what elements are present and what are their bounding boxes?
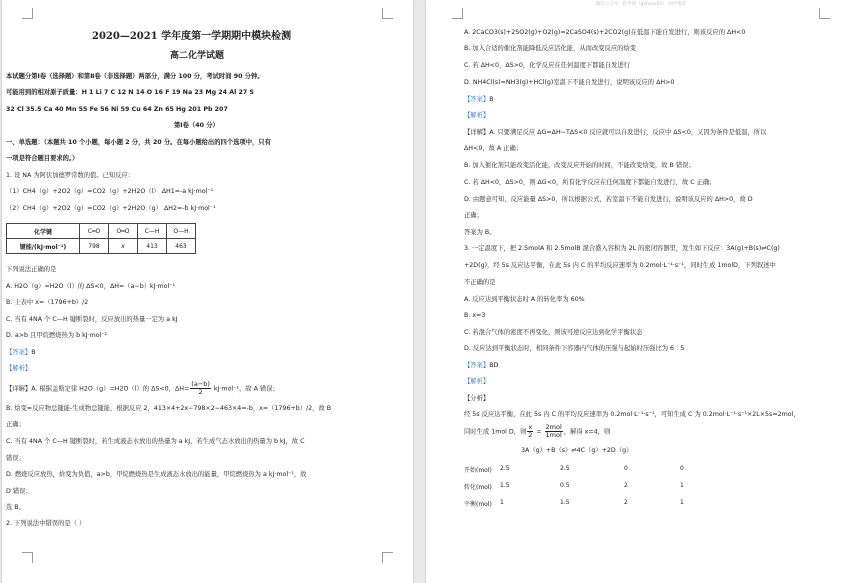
option-a: A. 2CaCO3(s)+2SO2(g)+O2(g)=2CaSO4(s)+2CO2(g)在低温下能自发进行，则该反应的 ΔH<0 bbox=[464, 29, 746, 36]
table-cell: 798 bbox=[80, 239, 109, 254]
exam-subtitle: 高二化学试题 bbox=[170, 51, 225, 61]
fraction-denominator: 1mol bbox=[545, 431, 562, 439]
page-corner-mark bbox=[452, 8, 463, 19]
table-row bbox=[7, 239, 196, 254]
question-prompt: 下列说法正确的是 bbox=[6, 266, 57, 273]
explanation-a-cont: ΔH<0，故 A 正确； bbox=[464, 145, 523, 152]
explanation-a: 【详解】A. 只要满足反应 ΔG=ΔH−TΔS<0 反应就可以自发进行，反应中 ΔS<0，又因为条件是低温，所以 bbox=[464, 129, 767, 136]
fraction bbox=[190, 381, 211, 396]
explanation-d-cont: 正确； bbox=[464, 212, 483, 219]
ice-value: 0 bbox=[624, 465, 628, 472]
fraction-numerator: (a−b) bbox=[191, 380, 210, 388]
fraction bbox=[545, 424, 563, 439]
choice-summary: 选 B。 bbox=[6, 504, 25, 511]
ice-value: 1.5 bbox=[500, 482, 510, 489]
analysis-text: 同时生成 1mol D，则 bbox=[464, 428, 527, 436]
ice-row-label: 平衡(mol) bbox=[464, 501, 492, 508]
answer-label: 【答案】 bbox=[6, 349, 32, 356]
reaction-equation: 3A（g）+B（s）⇌4C（g）+2D（g） bbox=[521, 447, 633, 454]
question-stem: 1. 设 NA 为阿伏加德罗常数的值。已知反应： bbox=[6, 172, 135, 179]
explanation-c: C. 当有 4NA 个 C—H 键断裂时，若生成液态水放出的热量为 a kJ，若生成气态水放出的热量为 b kJ，故 C bbox=[6, 438, 305, 445]
question-stem-cont: +2D(g)，经 5s 反应达平衡，在此 5s 内 C 的平均反应速率为 0.2mol·L⁻¹·s⁻¹，同时生成 1molD，下列叙述中 bbox=[464, 262, 776, 269]
analysis-label: 【解析】 bbox=[464, 112, 490, 119]
table-cell: x bbox=[109, 239, 138, 254]
explanation-text: 【详解】A. 根据盖斯定律 H2O（g）=H2O（l）的 ΔS<0，ΔH= bbox=[6, 385, 190, 393]
equation-line: （2）CH4（g）+2O2（g）=CO2（g）+2H2O（g） ΔH2=-b kJ·mol⁻¹ bbox=[6, 205, 216, 212]
ice-value: 1.5 bbox=[560, 499, 570, 506]
analysis-fraction-line: 同时生成 1mol D，则 $\frac{x}{2}$ = $\frac{\text{2mol}}{\text{1mol}}$ ，解得 x=4，则 bbox=[464, 423, 611, 439]
table-cell: 463 bbox=[167, 239, 196, 254]
table-cell: O—H bbox=[167, 224, 196, 239]
explanation-text: kJ·mol⁻¹，故 A 错误； bbox=[211, 385, 279, 393]
analysis-heading: 【分析】 bbox=[464, 395, 490, 402]
explanation-d: D. 由题意可知，反应能量 ΔS>0，所以根据公式，若室温下不能自发进行，说明该反应的 ΔH>0，故 D bbox=[464, 196, 753, 203]
page-corner-mark bbox=[382, 8, 393, 19]
explanation-c: C. 若 ΔH<0，ΔS>0，则 ΔG<0，所有化学反应在任何温度下都能自发进行，故 C 正确； bbox=[464, 179, 716, 186]
option-a: A. H2O（g）=H2O（l）的 ΔS<0，ΔH=（a−b）kJ·mol⁻¹ bbox=[6, 283, 176, 290]
exam-title: 2020—2021 学年度第一学期期中模块检测 bbox=[92, 31, 292, 42]
option-b: B. x=3 bbox=[464, 312, 486, 319]
question-stem: 3. 一定温度下，把 2.5molA 和 2.5molB 混合盛入容积为 2L 的密闭容器里，发生如下反应：3A(g)+B(s)⇌C(g) bbox=[464, 245, 780, 252]
explanation-b-cont: 正确； bbox=[6, 421, 25, 428]
answer-value: B bbox=[31, 349, 36, 356]
table-cell: O═O bbox=[109, 224, 138, 239]
explanation-a bbox=[6, 381, 279, 397]
answer-label: 【答案】 bbox=[464, 362, 490, 369]
answer-value: B bbox=[489, 96, 494, 103]
section-heading: 一项是符合题目要求的。） bbox=[6, 155, 79, 162]
answer-line bbox=[6, 349, 36, 357]
table-cell: C—H bbox=[138, 224, 167, 239]
ice-value: 2.5 bbox=[560, 465, 570, 472]
explanation-d: D. 燃烧反应放热，焓变为负值，a>b，甲烷燃烧热是生成液态水放出的能量，甲烷燃烧热为 a kJ·mol⁻¹，故 bbox=[6, 471, 307, 478]
explanation-b: B. 加入催化剂只能改变活化能，改变反应开始的时间，不能改变焓变，故 B 错误； bbox=[464, 162, 695, 169]
ice-value: 1 bbox=[680, 482, 684, 489]
option-d: D. 反应达到平衡状态时，相同条件下容器内气体的压强与起始时压强比为 6︰5 bbox=[464, 345, 685, 352]
table-cell: C═O bbox=[80, 224, 109, 239]
intro-line: 32 Cl 35.5 Ca 40 Mn 55 Fe 56 Ni 59 Cu 64 Zn 65 Hg 201 Pb 207 bbox=[6, 106, 228, 113]
answer-line bbox=[464, 96, 494, 104]
option-c: C. 若 ΔH<0，ΔS>0，化学反应在任何温度下都能自发进行 bbox=[464, 62, 630, 69]
option-d: D. a>b 且甲烷燃烧热为 b kJ·mol⁻¹ bbox=[6, 332, 108, 339]
ice-row-label: 开始(mol) bbox=[464, 467, 492, 474]
page-corner-mark bbox=[382, 552, 393, 563]
option-c: C. 若混合气体的密度不再变化，则该可逆反应达到化学平衡状态 bbox=[464, 329, 643, 336]
answer-label: 【答案】 bbox=[464, 96, 490, 103]
intro-line: 本试题分第Ⅰ卷（选择题）和第Ⅱ卷（非选择题）两部分，满分 100 分，考试时间 90 分钟。 bbox=[6, 73, 264, 80]
ice-value: 1 bbox=[680, 499, 684, 506]
ice-row-label: 转化(mol) bbox=[464, 484, 492, 491]
answer-value: BD bbox=[489, 362, 499, 369]
fraction-numerator: 2mol bbox=[545, 423, 562, 431]
part-heading: 第Ⅰ卷（40 分） bbox=[174, 122, 219, 129]
option-b: B. 上表中 x=（1796+b）/2 bbox=[6, 299, 89, 306]
ice-value: 2.5 bbox=[500, 465, 510, 472]
question-stem-cont: 不正确的是 bbox=[464, 279, 496, 286]
choice-summary: 答案为 B。 bbox=[464, 229, 496, 236]
ice-value: 2 bbox=[624, 499, 628, 506]
table-cell: 键能/(kJ·mol⁻¹) bbox=[7, 239, 80, 254]
equation-line: （1）CH4（g）+2O2（g）=CO2（g）+2H2O（l） ΔH1=-a kJ·mol⁻¹ bbox=[6, 188, 214, 195]
document-page-right bbox=[426, 0, 856, 583]
document-page-left bbox=[2, 0, 413, 583]
fraction bbox=[527, 424, 533, 439]
fraction-numerator: x bbox=[528, 423, 533, 431]
question-stem: 2. 下列说法中错误的是（ ） bbox=[6, 520, 86, 527]
intro-line: 可能用到的相对原子质量：H 1 Li 7 C 12 N 14 O 16 F 19 Na 23 Mg 24 Al 27 S bbox=[6, 89, 254, 96]
fraction-denominator: 2 bbox=[198, 388, 203, 396]
analysis-text: ，解得 x=4，则 bbox=[563, 428, 611, 436]
section-heading: 一、单选题：（本题共 10 个小题，每小题 2 分，共 20 分。在每小题给出的四个选项中，只有 bbox=[6, 139, 271, 146]
page-corner-mark bbox=[819, 8, 830, 19]
option-b: B. 加入合适的催化剂能降低反应活化能，从而改变反应的焓变 bbox=[464, 45, 637, 52]
explanation-d-cont: D 错误； bbox=[6, 488, 32, 495]
ice-value: 0.5 bbox=[560, 482, 570, 489]
ice-value: 1 bbox=[500, 499, 504, 506]
page-corner-mark bbox=[22, 8, 33, 19]
explanation-b: B. 焓变=反应物总键能-生成物总键能，根据反应 2，413×4+2x−798×2−463×4=-b，x=（1796+b）/2，故 B bbox=[6, 405, 332, 412]
table-cell: 化学键 bbox=[7, 224, 80, 239]
answer-line bbox=[464, 362, 498, 370]
analysis-text: 经 5s 反应达平衡，在此 5s 内 C 的平均反应速率为 0.2mol·L⁻¹·s⁻¹，可知生成 C 为 0.2mol·L⁻¹·s⁻¹×2L×5s=2mol， bbox=[464, 411, 800, 418]
fraction-denominator: 2 bbox=[528, 431, 533, 439]
option-a: A. 反应达到平衡状态时 A 的转化率为 60% bbox=[464, 296, 585, 303]
analysis-label: 【解析】 bbox=[6, 365, 32, 372]
explanation-c-cont: 错误； bbox=[6, 455, 25, 462]
option-d: D. NH4Cl(s)=NH3(g)+HCl(g)室温下不能自发进行，说明该反应的 ΔH>0 bbox=[464, 79, 675, 86]
page-header: 微信公众号：化学园（gzhxxx01） 同步推荐 bbox=[595, 2, 687, 7]
option-c: C. 当有 4NA 个 C—H 键断裂时，反应放出的热量一定为 a kJ bbox=[6, 316, 178, 323]
ice-value: 2 bbox=[624, 482, 628, 489]
bond-energy-table bbox=[6, 223, 196, 254]
ice-value: 0 bbox=[680, 465, 684, 472]
table-cell: 413 bbox=[138, 239, 167, 254]
analysis-label: 【解析】 bbox=[464, 378, 490, 385]
page-corner-mark bbox=[22, 552, 33, 563]
table-row bbox=[7, 224, 196, 239]
